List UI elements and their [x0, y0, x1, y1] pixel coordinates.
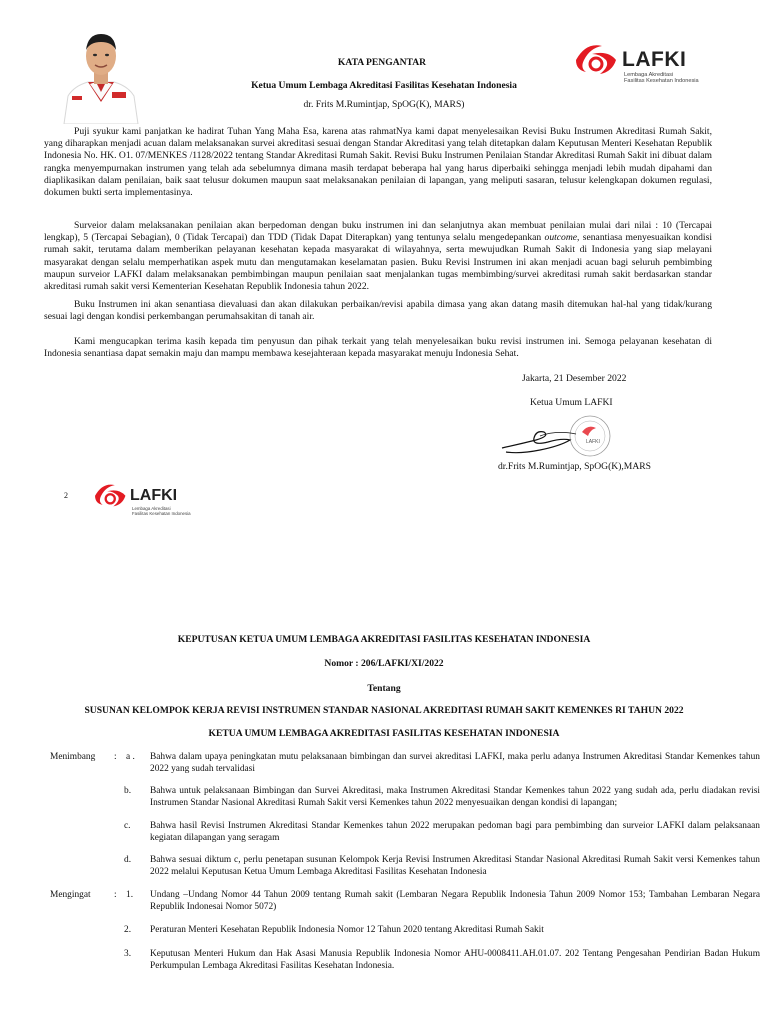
decree-issuer: KETUA UMUM LEMBAGA AKREDITASI FASILITAS KESEHATAN INDONESIA	[208, 728, 560, 739]
decree-title: KEPUTUSAN KETUA UMUM LEMBAGA AKREDITASI FASILITAS KESEHATAN INDONESIA	[177, 634, 591, 645]
mengingat-label: Mengingat	[50, 890, 91, 900]
page-title: KATA PENGANTAR	[337, 57, 427, 68]
lafki-logo	[572, 40, 732, 88]
footer-logo-line2: Fasilitas Kesehatan Indonesia	[132, 511, 191, 516]
footer-logo-line1: Lembaga Akreditasi	[132, 506, 171, 511]
paragraph-2: Surveior dalam melaksanakan penilaian akan berpedoman dengan buku instrumen ini dan selanjutnya akan membuat penilaian mulai dari nilai : 10 (Tercapai lengkap), 5 (Tercapai Sebagian), 0 (Tidak Tercapai) dan TDD (Tidak Dapat Diterapkan) yang tentunya selalu mengedepankan outcome, senantiasa menyesuaikan kondisi rumah sakit, terutama dalam memberikan pelayanan kesehatan kepada masyarakat di wilayahnya, serta mewujudkan Rumah Sakit di Indonesia yang siap melayani masyarakat dengan selalu memperhatikan aspek mutu dan mengutamakan keselamatan pasien. Buku Revisi Instrumen ini akan menjadi acuan bagi seluruh pembimbing maupun surveior LAFKI dalam melaksanakan pembimbingan maupun penilaian saat menjalankan tugas membimbing/survei akreditasi rumah sakit berdasarkan standar akreditasi rumah sakit versi Kementerian Kesehatan Republik Indonesia tahun 2022.	[44, 220, 712, 293]
footer-logo-name: LAFKI	[130, 487, 178, 504]
page-number: 2	[64, 491, 68, 500]
sign-title: Ketua Umum LAFKI	[530, 397, 613, 408]
sign-date: Jakarta, 21 Desember 2022	[522, 373, 627, 384]
logo-name: LAFKI	[622, 48, 687, 71]
footer-lafki-logo	[92, 480, 212, 520]
lafki-logo-icon	[92, 480, 130, 510]
decree-number: Nomor : 206/LAFKI/XI/2022	[324, 658, 444, 669]
sign-name: dr.Frits M.Rumintjap, SpOG(K),MARS	[498, 461, 651, 472]
page-subtitle: Ketua Umum Lembaga Akreditasi Fasilitas Kesehatan Indonesia	[251, 80, 517, 91]
logo-line1: Lembaga Akreditasi	[624, 72, 674, 78]
lafki-logo-icon	[572, 40, 622, 78]
logo-line2: Fasilitas Kesehatan Indonesia	[624, 78, 699, 84]
signature-and-stamp	[500, 410, 640, 462]
paragraph-4: Kami mengucapkan terima kasih kepada tim penyusun dan pihak terkait yang telah menyelesaikan buku revisi instrumen ini. Semoga pelayanan kesehatan di Indonesia senantiasa dapat semakin maju dan mampu membawa kesejahteraan kepada masyarakat menuju Indonesia Sehat.	[44, 336, 712, 360]
paragraph-3: Buku Instrumen ini akan senantiasa dievaluasi dan akan dilakukan perbaikan/revisi apabila dimasa yang akan datang masih ditemukan hal-hal yang tidak/kurang sesuai lagi dengan kondisi perkembangan perumahsakitan di tanah air.	[44, 299, 712, 323]
menimbang-label: Menimbang	[50, 752, 96, 762]
decree-subject: SUSUNAN KELOMPOK KERJA REVISI INSTRUMEN STANDAR NASIONAL AKREDITASI RUMAH SAKIT KEMENKES RI TAHUN 2022	[84, 705, 684, 716]
decree-tentang: Tentang	[367, 683, 401, 694]
paragraph-1: Puji syukur kami panjatkan ke hadirat Tuhan Yang Maha Esa, karena atas rahmatNya kami dapat menyelesaikan Revisi Buku Instrumen Akreditasi Rumah Sakit, yang diharapkan menjadi acuan dalam melaksanakan survei akreditasi sesuai dengan Standar Akreditasi yang telah ditetapkan dalam Keputusan Menteri Kesehatan Republik Indonesia No. HK. O1. 07/MENKES /1128/2022 tentang Standar Akreditasi Rumah Sakit. Revisi Buku Instrumen Penilaian Standar Akreditasi Rumah Sakit ini dibuat dalam rangka menyempurnakan instrumen yang telah ada sebelumnya dimana masih terdapat beberapa hal yang harus diperbaiki sehingga menjadi lebih mudah dipahami dan diaplikasikan dalam penilaian, baik saat telusur dokumen maupun saat melaksanakan penilaian di lapangan, yang meliputi sasaran, telusur kelengkapan dokumen regulasi, dokumen bukti serta implementasinya.	[44, 126, 712, 199]
stamp-text: LAFKI	[586, 439, 600, 445]
author-line: dr. Frits M.Rumintjap, SpOG(K), MARS)	[303, 99, 465, 110]
